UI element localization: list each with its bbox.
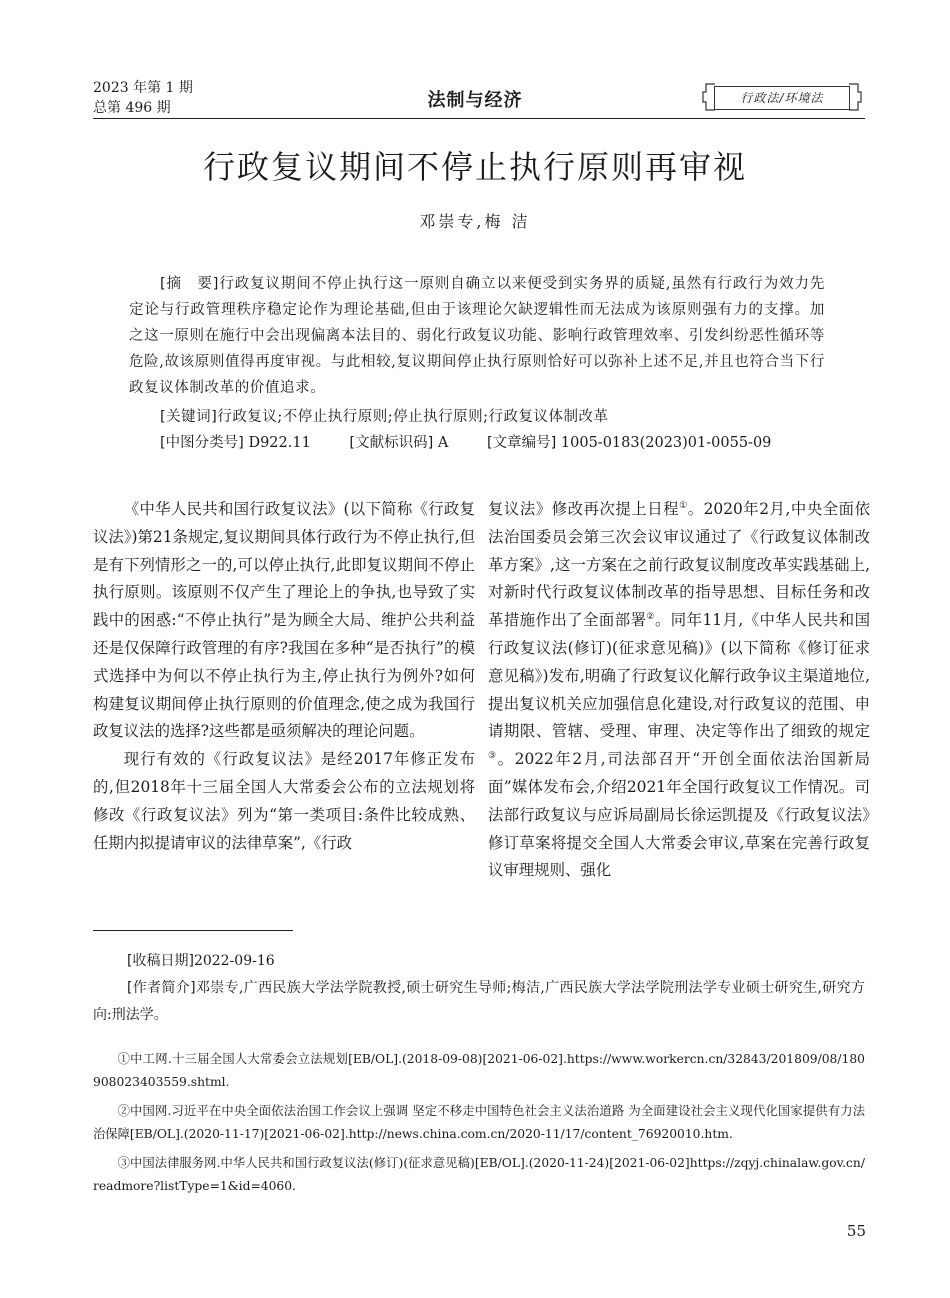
- issue-line-1: 2023 年第 1 期: [93, 80, 193, 96]
- classification-line: [160, 430, 860, 456]
- abstract-label: [摘 要]: [160, 276, 220, 292]
- footnote-ref[interactable]: ①: [679, 500, 688, 511]
- doc-code-label: [文献标识码]: [349, 435, 434, 451]
- footnote-list: [93, 1048, 865, 1204]
- abstract-text: 行政复议期间不停止执行这一原则自确立以来便受到实务界的质疑,虽然有行政行为效力先定论与行政管理秩序稳定论作为理论基础,但由于该理论欠缺逻辑性而无法成为该原则强有力的支撑。加之这一原则在施行中会出现偏离本法目的、弱化行政复议功能、影响行政管理效率、引发纠纷恶性循环等危险,故该原则值得再度审视。与此相较,复议期间停止执行原则恰好可以弥补上述不足,并且也符合当下行政复议体制改革的价值追求。: [129, 276, 825, 396]
- footnote-ref[interactable]: ③: [488, 751, 498, 762]
- keywords-label: [关键词]: [160, 409, 218, 425]
- issue-line-2: 总第 496 期: [93, 100, 171, 116]
- doc-code-value: A: [437, 435, 449, 451]
- article-notes: [93, 948, 865, 1029]
- footnote-ref[interactable]: ②: [646, 612, 655, 623]
- article-no-value: 1005-0183(2023)01-0055-09: [560, 435, 772, 451]
- body-paragraph: 复议法》修改再次提上日程①。2020年2月,中央全面依法治国委员会第三次会议审议通过了《行政复议体制改革方案》,这一方案在之前行政复议制度改革实践基础上,对新时代行政复议体制改革的指导思想、目标任务和改革措施作出了全面部署②。同年11月,《中华人民共和国行政复议法(修订)(征求意见稿)》(以下简称《修订征求意见稿》)发布,明确了行政复议化解行政争议主渠道地位,提出复议机关应加强信息化建设,对行政复议的范围、申请期限、管辖、受理、审理、决定等作出了细致的规定③。2022年2月,司法部召开“开创全面依法治国新局面”媒体发布会,介绍2021年全国行政复议工作情况。司法部行政复议与应诉局副局长徐运凯提及《行政复议法》修订草案将提交全国人大常委会审议,草案在完善行政复议审理规则、强化: [488, 500, 870, 880]
- article-authors: 邓崇专,梅 洁: [419, 212, 531, 231]
- abstract: [129, 271, 825, 401]
- page-number: 55: [846, 1222, 866, 1240]
- body-column-left: [93, 496, 475, 857]
- tag-bracket-right-icon: [848, 80, 862, 114]
- clc-value: D922.11: [248, 435, 311, 451]
- keywords-text: 行政复议;不停止执行原则;停止执行原则;行政复议体制改革: [217, 409, 609, 425]
- journal-name: 法制与经济: [427, 90, 523, 111]
- article-title: 行政复议期间不停止执行原则再审视: [202, 148, 747, 186]
- body-paragraph: 《中华人民共和国行政复议法》(以下简称《行政复议法》)第21条规定,复议期间具体行政行为不停止执行,但是有下列情形之一的,可以停止执行,此即复议期间不停止执行原则。该原则不仅产生了理论上的争执,也导致了实践中的困惑:“不停止执行”是为顾全大局、维护公共利益还是仅保障行政管理的有序?我国在多种“是否执行”的模式选择中为何以不停止执行为主,停止执行为例外?如何构建复议期间停止执行原则的价值理念,使之成为我国行政复议法的选择?这些都是亟须解决的理论问题。: [93, 500, 475, 741]
- keywords: [160, 404, 608, 430]
- footnote-item: ②中国网.习近平在中央全面依法治国工作会议上强调 坚定不移走中国特色社会主义法治道路 为全面建设社会主义现代化国家提供有力法治保障[EB/OL].(2020-11-17)[2021-06-02].http://news.china.com.cn/2020-11/17/content_76920010.htm.: [93, 1104, 865, 1141]
- footnote-item: ①中工网.十三届全国人大常委会立法规划[EB/OL].(2018-09-08)[2021-06-02].https://www.workercn.cn/32843/201809/08/180908023403559.shtml.: [93, 1052, 865, 1089]
- author-bio: [作者简介]邓崇专,广西民族大学法学院教授,硕士研究生导师;梅洁,广西民族大学法学院刑法学专业硕士研究生,研究方向:刑法学。: [93, 980, 866, 1023]
- clc-label: [中图分类号]: [160, 435, 244, 451]
- header-rule: [93, 118, 865, 119]
- article-no-label: [文章编号]: [486, 435, 557, 451]
- body-column-right: [488, 496, 870, 885]
- footnote-item: ③中国法律服务网.中华人民共和国行政复议法(修订)(征求意见稿)[EB/OL].(2020-11-24)[2021-06-02]https://zqyj.chinalaw.gov.cn/readmore?listType=1&id=4060.: [93, 1156, 865, 1193]
- received-date: [收稿日期]2022-09-16: [127, 953, 275, 969]
- footnote-rule: [93, 930, 293, 931]
- body-paragraph: 现行有效的《行政复议法》是经2017年修正发布的,但2018年十三届全国人大常委会公布的立法规划将修改《行政复议法》列为“第一类项目:条件比较成熟、任期内拟提请审议的法律草案”,《行政: [93, 750, 475, 852]
- section-tag: 行政法/环境法: [714, 86, 850, 110]
